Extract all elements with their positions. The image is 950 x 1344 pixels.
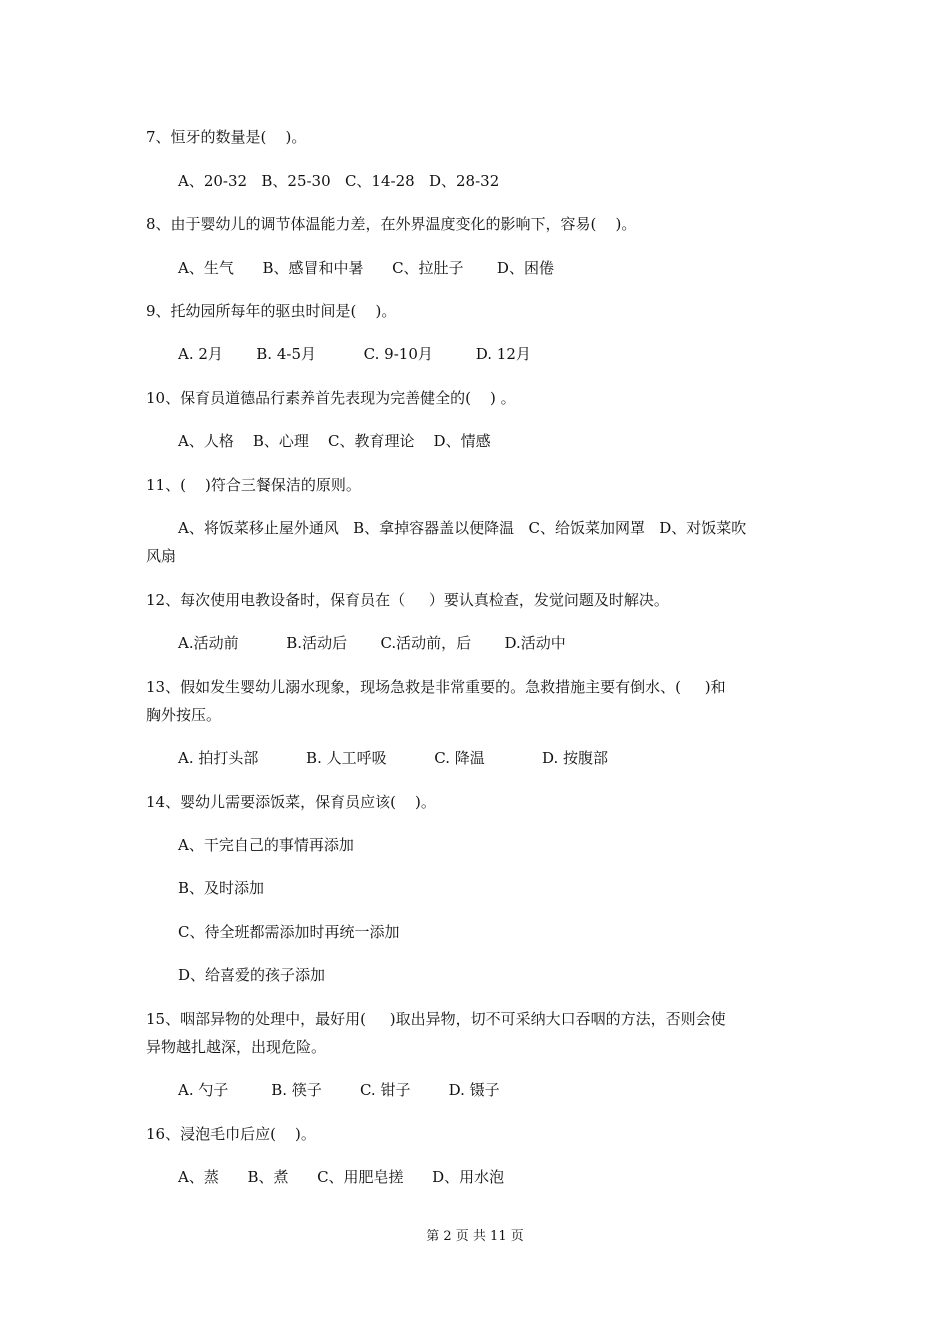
question-8-stem: 8、由于婴幼儿的调节体温能力差，在外界温度变化的影响下，容易( )。 — [146, 215, 637, 233]
question-13-options: A. 拍打头部 B. 人工呼吸 C. 降温 D. 按腹部 — [178, 749, 609, 767]
question-13-stem: 13、假如发生婴幼儿溺水现象，现场急救是非常重要的。急救措施主要有倒水、( )和 — [146, 678, 726, 696]
question-14-option-d: D、给喜爱的孩子添加 — [178, 966, 326, 984]
question-14-option-c: C、待全班都需添加时再统一添加 — [178, 923, 400, 941]
question-7-options: A、20-32 B、25-30 C、14-28 D、28-32 — [178, 172, 500, 190]
question-16-stem: 16、浸泡毛巾后应( )。 — [146, 1125, 316, 1143]
question-14-option-b: B、及时添加 — [178, 879, 265, 897]
question-14-option-a: A、干完自己的事情再添加 — [178, 836, 354, 854]
question-15-options: A. 勺子 B. 筷子 C. 钳子 D. 镊子 — [178, 1081, 500, 1099]
question-16-options: A、蒸 B、煮 C、用肥皂搓 D、用水泡 — [178, 1168, 505, 1186]
question-13-stem-continued: 胸外按压。 — [146, 706, 222, 724]
question-12-stem: 12、每次使用电教设备时，保育员在（ ）要认真检查，发觉问题及时解决。 — [146, 591, 669, 609]
question-8-options: A、生气 B、感冒和中暑 C、拉肚子 D、困倦 — [178, 259, 554, 277]
question-9-stem: 9、托幼园所每年的驱虫时间是( )。 — [146, 302, 397, 320]
question-10-stem: 10、保育员道德品行素养首先表现为完善健全的( ) 。 — [146, 389, 516, 407]
question-11-stem: 11、( )符合三餐保洁的原则。 — [146, 476, 361, 494]
page-footer: 第 2 页 共 11 页 — [426, 1229, 524, 1244]
question-11-options-continued: 风扇 — [146, 547, 177, 565]
question-14-stem: 14、婴幼儿需要添饭菜，保育员应该( )。 — [146, 793, 436, 811]
question-7-stem: 7、恒牙的数量是( )。 — [146, 128, 307, 146]
question-9-options: A. 2月 B. 4-5月 C. 9-10月 D. 12月 — [178, 345, 531, 363]
question-11-options: A、将饭菜移止屋外通风 B、拿掉容器盖以便降温 C、给饭菜加网罩 D、对饭菜吹 — [178, 519, 747, 537]
question-15-stem: 15、咽部异物的处理中，最好用( )取出异物，切不可采纳大口吞咽的方法，否则会使 — [146, 1010, 726, 1028]
question-10-options: A、人格 B、心理 C、教育理论 D、情感 — [178, 432, 491, 450]
question-15-stem-continued: 异物越扎越深，出现危险。 — [146, 1038, 327, 1056]
question-12-options: A.活动前 B.活动后 C.活动前，后 D.活动中 — [178, 634, 566, 652]
